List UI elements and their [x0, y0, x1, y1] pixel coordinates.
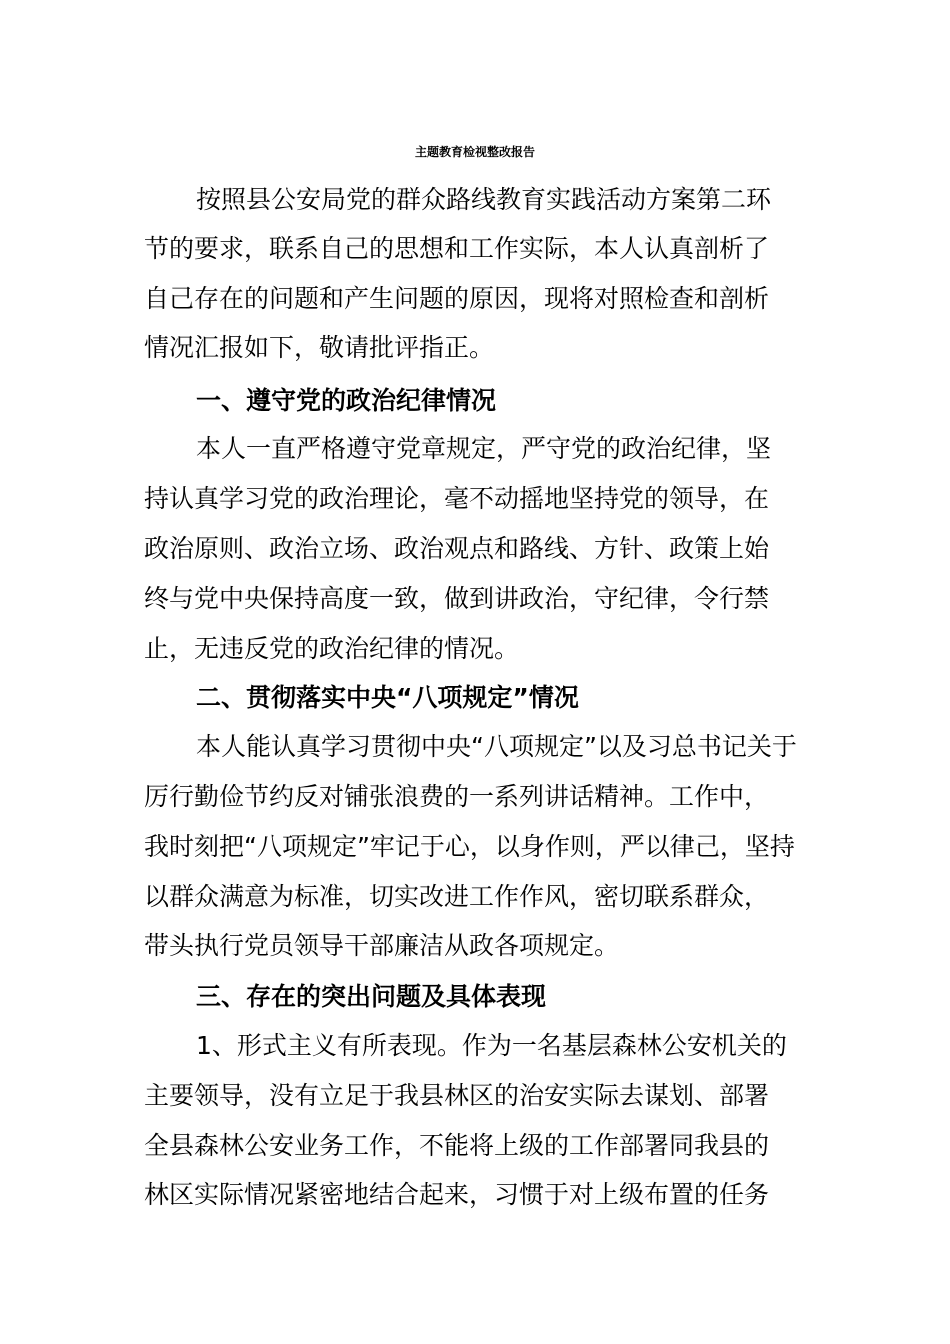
section-heading: 一、遵守党的政治纪律情况: [196, 386, 497, 415]
paragraph-line: 按照县公安局党的群众路线教育实践活动方案第二环: [196, 185, 772, 214]
paragraph-line: 厉行勤俭节约反对铺张浪费的一系列讲话精神。工作中，: [144, 782, 770, 811]
paragraph-line: 带头执行党员领导干部廉洁从政各项规定。: [144, 931, 620, 960]
paragraph-line: 主要领导，没有立足于我县林区的治安实际去谋划、部署: [144, 1081, 770, 1110]
paragraph-line: 止，无违反党的政治纪律的情况。: [144, 634, 520, 663]
paragraph-line: 自己存在的问题和产生问题的原因，现将对照检查和剖析: [144, 284, 770, 313]
paragraph-line: 本人一直严格遵守党章规定，严守党的政治纪律，坚: [196, 434, 772, 463]
document-title: 主题教育检视整改报告: [414, 145, 535, 159]
paragraph-line: 全县森林公安业务工作，不能将上级的工作部署同我县的: [144, 1131, 770, 1160]
paragraph-line: 本人能认真学习贯彻中央“八项规定”以及习总书记关于: [196, 732, 797, 761]
paragraph-line: 情况汇报如下，敬请批评指正。: [144, 333, 495, 362]
paragraph-line: 节的要求，联系自己的思想和工作实际，本人认真剖析了: [144, 234, 770, 263]
paragraph-line: 持认真学习党的政治理论，毫不动摇地坚持党的领导，在: [144, 484, 770, 513]
paragraph-line: 林区实际情况紧密地结合起来，习惯于对上级布置的任务: [144, 1180, 770, 1209]
section-heading: 二、贯彻落实中央“八项规定”情况: [196, 683, 579, 712]
paragraph-line: 政治原则、政治立场、政治观点和路线、方针、政策上始: [144, 534, 770, 563]
paragraph-line: 1、形式主义有所表现。作为一名基层森林公安机关的: [196, 1031, 787, 1060]
paragraph-line: 以群众满意为标准，切实改进工作作风，密切联系群众，: [144, 882, 770, 911]
paragraph-line: 终与党中央保持高度一致，做到讲政治，守纪律，令行禁: [144, 584, 770, 613]
section-heading: 三、存在的突出问题及具体表现: [196, 982, 547, 1011]
paragraph-line: 我时刻把“八项规定”牢记于心，以身作则，严以律己，坚持: [144, 832, 795, 861]
